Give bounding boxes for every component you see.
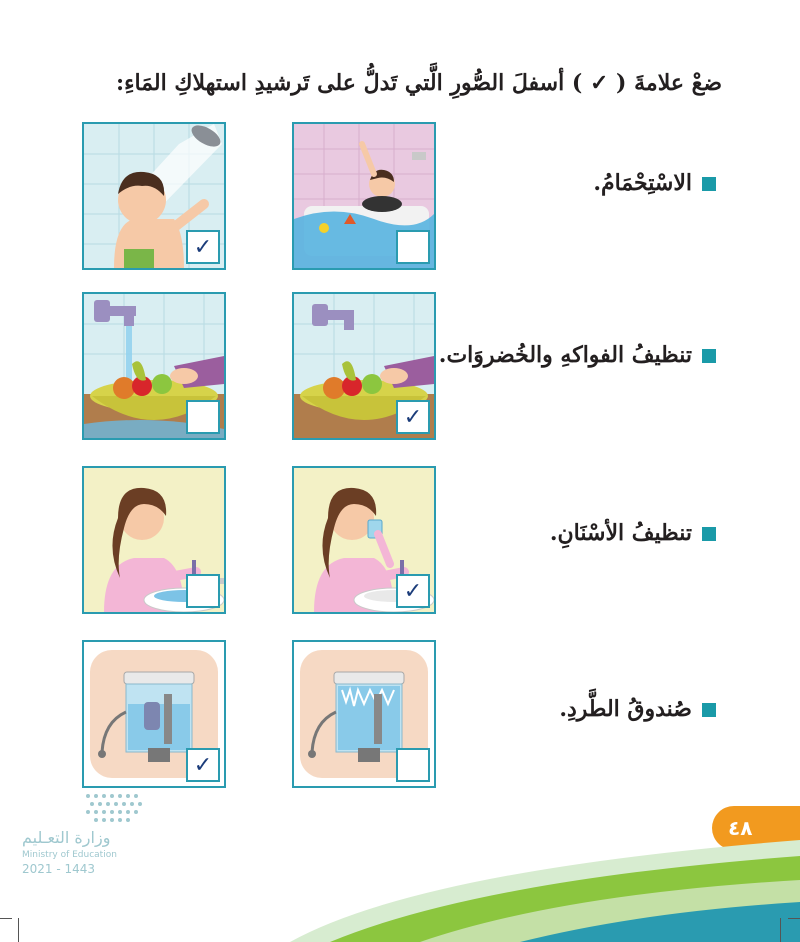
ministry-name-english: Ministry of Education bbox=[22, 850, 117, 860]
bullet-square-icon bbox=[702, 349, 716, 363]
image-card-teeth-cup bbox=[292, 466, 436, 614]
checkbox-shower[interactable]: ✓ bbox=[186, 230, 220, 264]
crop-mark bbox=[780, 918, 781, 942]
row-label-shower: الاسْتِحْمَامُ. bbox=[593, 170, 716, 196]
bullet-square-icon bbox=[702, 703, 716, 717]
checkbox-flush-tank-efficient[interactable]: ✓ bbox=[186, 748, 220, 782]
checkbox-bath[interactable] bbox=[396, 230, 430, 264]
page-number: ٤٨ bbox=[728, 816, 753, 840]
crop-mark bbox=[0, 918, 12, 919]
image-card-flush-tank-efficient bbox=[82, 640, 226, 788]
ministry-year: 2021 - 1443 bbox=[22, 862, 96, 876]
crop-mark bbox=[788, 918, 800, 919]
ministry-emblem-icon bbox=[82, 790, 152, 826]
ministry-name-arabic: وزارة التعـليم bbox=[22, 828, 111, 847]
checkbox-teeth-cup[interactable]: ✓ bbox=[396, 574, 430, 608]
checkbox-teeth-running[interactable] bbox=[186, 574, 220, 608]
checkbox-fruits-running-tap[interactable] bbox=[186, 400, 220, 434]
row-label-fruits: تنظيفُ الفواكهِ والخُضروَات. bbox=[439, 342, 716, 368]
image-card-fruits-bowl bbox=[292, 292, 436, 440]
row-label-flush-tank: صُندوقُ الطَّردِ. bbox=[559, 696, 716, 722]
image-card-flush-tank-full bbox=[292, 640, 436, 788]
row-label-teeth: تنظيفُ الأسْنَانِ. bbox=[550, 520, 716, 546]
image-card-bath bbox=[292, 122, 436, 270]
image-card-shower bbox=[82, 122, 226, 270]
bullet-square-icon bbox=[702, 527, 716, 541]
image-card-teeth-running bbox=[82, 466, 226, 614]
checkbox-flush-tank-full[interactable] bbox=[396, 748, 430, 782]
checkbox-fruits-bowl[interactable]: ✓ bbox=[396, 400, 430, 434]
image-card-fruits-running-tap bbox=[82, 292, 226, 440]
bullet-square-icon bbox=[702, 177, 716, 191]
decorative-wave bbox=[0, 830, 800, 942]
instruction-text: ضعْ علامةَ ( ✓ ) أسفلَ الصُّورِ الَّتي تَدلُّ على تَرشيدِ استهلاكِ المَاءِ: bbox=[116, 70, 722, 96]
crop-mark bbox=[18, 918, 19, 942]
